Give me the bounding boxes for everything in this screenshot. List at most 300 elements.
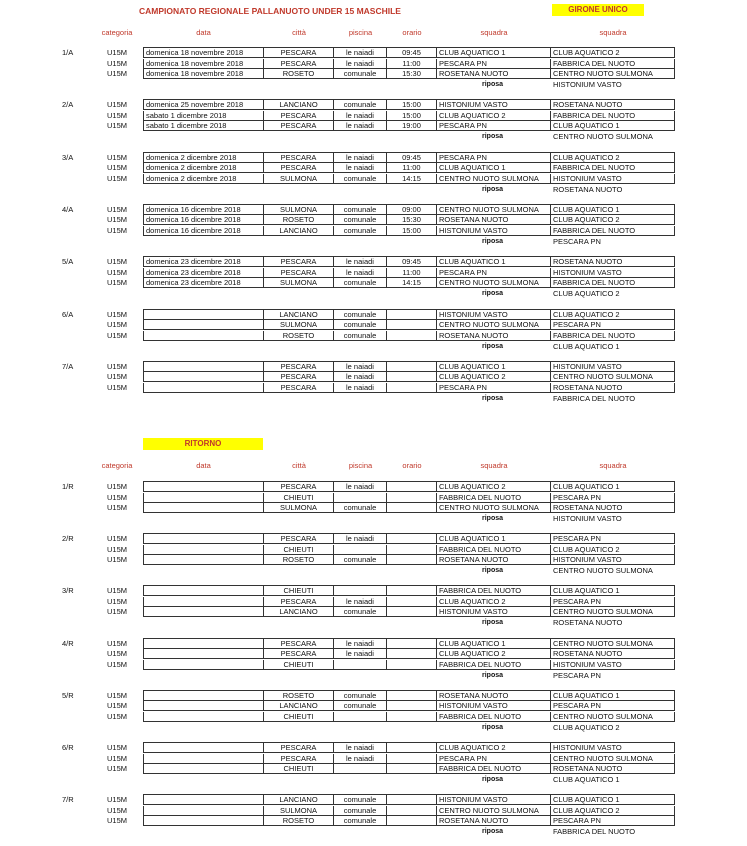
- riposa-team: PESCARA PN: [553, 670, 601, 680]
- match-row: [0, 268, 747, 278]
- away-team-cell: HISTONIUM VASTO: [551, 743, 675, 753]
- time-cell: [387, 545, 437, 555]
- match-row: [0, 649, 747, 659]
- riposa-label: riposa: [482, 776, 504, 783]
- city-cell: PESCARA: [264, 59, 334, 69]
- date-cell: [143, 649, 264, 659]
- category-cell: U15M: [106, 555, 127, 565]
- pool-cell: comunale: [334, 310, 387, 320]
- pool-cell: [334, 712, 387, 722]
- away-team-cell: ROSETANA NUOTO: [551, 764, 675, 774]
- pool-cell: [334, 586, 387, 596]
- city-cell: PESCARA: [264, 362, 334, 372]
- date-cell: [143, 383, 264, 393]
- pool-cell: comunale: [334, 174, 387, 184]
- time-cell: [387, 639, 437, 649]
- match-row: [0, 362, 747, 372]
- away-team-cell: CENTRO NUOTO SULMONA: [551, 607, 675, 617]
- riposa-label: riposa: [482, 290, 504, 298]
- match-row: [0, 764, 747, 774]
- city-cell: PESCARA: [264, 597, 334, 607]
- date-cell: domenica 2 dicembre 2018: [143, 163, 264, 173]
- city-cell: PESCARA: [264, 482, 334, 492]
- city-cell: ROSETO: [264, 816, 334, 826]
- category-cell: U15M: [106, 711, 127, 721]
- date-cell: domenica 2 dicembre 2018: [143, 153, 264, 163]
- away-team-cell: PESCARA PN: [551, 493, 675, 503]
- time-cell: 09:00: [387, 205, 437, 215]
- category-cell: U15M: [106, 805, 127, 815]
- header-orario: orario: [402, 28, 422, 37]
- city-cell: PESCARA: [264, 383, 334, 393]
- date-cell: [143, 764, 264, 774]
- category-cell: U15M: [106, 152, 127, 162]
- riposa-label: riposa: [482, 81, 504, 88]
- category-cell: U15M: [106, 309, 127, 319]
- pool-cell: comunale: [334, 701, 387, 711]
- away-team-cell: PESCARA PN: [551, 701, 675, 711]
- city-cell: LANCIANO: [264, 701, 334, 711]
- category-cell: U15M: [106, 110, 127, 120]
- pool-cell: le naiadi: [334, 534, 387, 544]
- riposa-team: CLUB AQUATICO 2: [553, 289, 620, 299]
- away-team-cell: FABBRICA DEL NUOTO: [551, 59, 675, 69]
- home-team-cell: CLUB AQUATICO 2: [437, 649, 551, 659]
- match-row: [0, 493, 747, 503]
- pool-cell: le naiadi: [334, 649, 387, 659]
- round-label: 6/A: [62, 309, 74, 319]
- time-cell: 11:00: [387, 163, 437, 173]
- time-cell: [387, 795, 437, 805]
- pool-cell: le naiadi: [334, 362, 387, 372]
- riposa-team: CLUB AQUATICO 1: [553, 341, 620, 351]
- pool-cell: comunale: [334, 226, 387, 236]
- away-team-cell: CLUB AQUATICO 1: [551, 691, 675, 701]
- category-cell: U15M: [106, 225, 127, 235]
- pool-cell: le naiadi: [334, 121, 387, 131]
- home-team-cell: HISTONIUM VASTO: [437, 310, 551, 320]
- home-team-cell: FABBRICA DEL NUOTO: [437, 586, 551, 596]
- home-team-cell: CLUB AQUATICO 2: [437, 372, 551, 382]
- city-cell: PESCARA: [264, 153, 334, 163]
- pool-cell: comunale: [334, 795, 387, 805]
- away-team-cell: FABBRICA DEL NUOTO: [551, 163, 675, 173]
- header-categoria: categoria: [101, 28, 133, 37]
- pool-cell: le naiadi: [334, 482, 387, 492]
- round-block: [0, 482, 747, 528]
- category-cell: U15M: [106, 544, 127, 554]
- category-cell: U15M: [106, 58, 127, 68]
- round-block: [0, 795, 747, 841]
- home-team-cell: HISTONIUM VASTO: [437, 701, 551, 711]
- time-cell: [387, 372, 437, 382]
- match-row: [0, 660, 747, 670]
- time-cell: [387, 331, 437, 341]
- header-squadra-2: squadra: [599, 28, 627, 37]
- time-cell: 14:15: [387, 174, 437, 184]
- date-cell: domenica 25 novembre 2018: [143, 100, 264, 110]
- category-cell: U15M: [106, 743, 127, 752]
- match-row: [0, 503, 747, 513]
- match-row: [0, 205, 747, 215]
- away-team-cell: HISTONIUM VASTO: [551, 362, 675, 372]
- match-row: [0, 174, 747, 184]
- city-cell: ROSETO: [264, 555, 334, 565]
- round-block: [0, 257, 747, 303]
- city-cell: SULMONA: [264, 806, 334, 816]
- match-row: [0, 586, 747, 596]
- away-team-cell: HISTONIUM VASTO: [551, 174, 675, 184]
- category-cell: U15M: [106, 638, 127, 648]
- round-label: 2/A: [62, 100, 74, 110]
- home-team-cell: PESCARA PN: [437, 121, 551, 131]
- time-cell: [387, 607, 437, 617]
- date-cell: [143, 545, 264, 555]
- city-cell: SULMONA: [264, 503, 334, 513]
- city-cell: LANCIANO: [264, 100, 334, 110]
- home-team-cell: HISTONIUM VASTO: [437, 226, 551, 236]
- page-title: CAMPIONATO REGIONALE PALLANUOTO UNDER 15 MASCHILE: [139, 6, 401, 16]
- time-cell: 15:30: [387, 215, 437, 225]
- round-label: 1/R: [62, 482, 74, 491]
- category-cell: U15M: [106, 649, 127, 659]
- away-team-cell: CENTRO NUOTO SULMONA: [551, 639, 675, 649]
- home-team-cell: FABBRICA DEL NUOTO: [437, 545, 551, 555]
- pool-cell: comunale: [334, 816, 387, 826]
- header-orario: orario: [402, 461, 422, 470]
- riposa-team: CLUB AQUATICO 2: [553, 722, 620, 732]
- header-citta: città: [292, 28, 306, 37]
- city-cell: PESCARA: [264, 48, 334, 58]
- date-cell: [143, 482, 264, 492]
- riposa-team: FABBRICA DEL NUOTO: [553, 827, 636, 837]
- city-cell: ROSETO: [264, 69, 334, 79]
- category-cell: U15M: [106, 257, 127, 267]
- home-team-cell: CENTRO NUOTO SULMONA: [437, 503, 551, 513]
- match-row: [0, 482, 747, 492]
- city-cell: PESCARA: [264, 649, 334, 659]
- riposa-team: HISTONIUM VASTO: [553, 80, 622, 89]
- date-cell: [143, 493, 264, 503]
- header-piscina: piscina: [348, 461, 373, 470]
- away-team-cell: PESCARA PN: [551, 534, 675, 544]
- match-row: [0, 310, 747, 320]
- city-cell: PESCARA: [264, 268, 334, 278]
- round-label: 3/R: [62, 586, 74, 596]
- home-team-cell: CENTRO NUOTO SULMONA: [437, 205, 551, 215]
- home-team-cell: FABBRICA DEL NUOTO: [437, 764, 551, 774]
- home-team-cell: CLUB AQUATICO 1: [437, 362, 551, 372]
- category-cell: U15M: [106, 492, 127, 502]
- match-row: [0, 795, 747, 805]
- home-team-cell: FABBRICA DEL NUOTO: [437, 712, 551, 722]
- city-cell: ROSETO: [264, 215, 334, 225]
- away-team-cell: CLUB AQUATICO 2: [551, 153, 675, 163]
- date-cell: domenica 18 novembre 2018: [143, 48, 264, 58]
- match-row: [0, 816, 747, 826]
- date-cell: [143, 310, 264, 320]
- pool-cell: comunale: [334, 100, 387, 110]
- category-cell: U15M: [106, 607, 127, 617]
- home-team-cell: ROSETANA NUOTO: [437, 691, 551, 701]
- away-team-cell: CLUB AQUATICO 2: [551, 48, 675, 58]
- match-row: [0, 215, 747, 225]
- pool-cell: le naiadi: [334, 111, 387, 121]
- match-row: [0, 163, 747, 173]
- date-cell: domenica 16 dicembre 2018: [143, 215, 264, 225]
- time-cell: [387, 691, 437, 701]
- match-row: [0, 545, 747, 555]
- away-team-cell: CLUB AQUATICO 2: [551, 806, 675, 816]
- pool-cell: le naiadi: [334, 754, 387, 764]
- away-team-cell: CLUB AQUATICO 1: [551, 121, 675, 131]
- pool-cell: comunale: [334, 806, 387, 816]
- round-label: 6/R: [62, 743, 74, 752]
- home-team-cell: FABBRICA DEL NUOTO: [437, 493, 551, 503]
- category-cell: U15M: [106, 121, 127, 131]
- date-cell: domenica 23 dicembre 2018: [143, 278, 264, 288]
- category-cell: U15M: [106, 330, 127, 340]
- home-team-cell: CENTRO NUOTO SULMONA: [437, 320, 551, 330]
- home-team-cell: ROSETANA NUOTO: [437, 215, 551, 225]
- away-team-cell: PESCARA PN: [551, 320, 675, 330]
- pool-cell: [334, 545, 387, 555]
- category-cell: U15M: [106, 320, 127, 329]
- riposa-label: riposa: [482, 671, 504, 679]
- riposa-label: riposa: [482, 185, 504, 193]
- pool-cell: comunale: [334, 278, 387, 288]
- match-row: [0, 331, 747, 341]
- date-cell: [143, 586, 264, 596]
- city-cell: SULMONA: [264, 320, 334, 330]
- match-row: [0, 100, 747, 110]
- date-cell: [143, 691, 264, 701]
- round-block: [0, 153, 747, 199]
- round-label: 5/A: [62, 257, 74, 267]
- date-cell: domenica 23 dicembre 2018: [143, 268, 264, 278]
- away-team-cell: FABBRICA DEL NUOTO: [551, 111, 675, 121]
- pool-cell: le naiadi: [334, 383, 387, 393]
- away-team-cell: ROSETANA NUOTO: [551, 383, 675, 393]
- date-cell: [143, 555, 264, 565]
- time-cell: [387, 712, 437, 722]
- away-team-cell: CLUB AQUATICO 1: [551, 586, 675, 596]
- date-cell: domenica 18 novembre 2018: [143, 59, 264, 69]
- home-team-cell: PESCARA PN: [437, 754, 551, 764]
- match-row: [0, 806, 747, 816]
- home-team-cell: FABBRICA DEL NUOTO: [437, 660, 551, 670]
- city-cell: PESCARA: [264, 743, 334, 753]
- match-row: [0, 555, 747, 565]
- match-row: [0, 607, 747, 617]
- time-cell: 14:15: [387, 278, 437, 288]
- header-squadra-1: squadra: [480, 28, 508, 37]
- city-cell: LANCIANO: [264, 226, 334, 236]
- time-cell: 11:00: [387, 59, 437, 69]
- riposa-label: riposa: [482, 828, 504, 836]
- riposa-label: riposa: [482, 619, 504, 627]
- time-cell: [387, 310, 437, 320]
- match-row: [0, 701, 747, 711]
- home-team-cell: CENTRO NUOTO SULMONA: [437, 806, 551, 816]
- category-cell: U15M: [106, 267, 127, 277]
- pool-cell: le naiadi: [334, 597, 387, 607]
- date-cell: domenica 16 dicembre 2018: [143, 226, 264, 236]
- away-team-cell: CLUB AQUATICO 1: [551, 482, 675, 492]
- home-team-cell: CENTRO NUOTO SULMONA: [437, 174, 551, 184]
- riposa-team: ROSETANA NUOTO: [553, 184, 623, 194]
- category-cell: U15M: [106, 69, 127, 78]
- city-cell: PESCARA: [264, 372, 334, 382]
- city-cell: CHIEUTI: [264, 660, 334, 670]
- date-cell: [143, 806, 264, 816]
- away-team-cell: CLUB AQUATICO 1: [551, 795, 675, 805]
- away-team-cell: ROSETANA NUOTO: [551, 100, 675, 110]
- city-cell: LANCIANO: [264, 607, 334, 617]
- riposa-team: HISTONIUM VASTO: [553, 514, 622, 523]
- away-team-cell: CLUB AQUATICO 1: [551, 205, 675, 215]
- away-team-cell: CENTRO NUOTO SULMONA: [551, 69, 675, 79]
- category-cell: U15M: [106, 659, 127, 669]
- girone-badge: GIRONE UNICO: [552, 4, 644, 16]
- riposa-team: ROSETANA NUOTO: [553, 618, 623, 628]
- match-row: [0, 278, 747, 288]
- round-block: [0, 100, 747, 146]
- riposa-team: CENTRO NUOTO SULMONA: [553, 132, 653, 142]
- match-row: [0, 121, 747, 131]
- category-cell: U15M: [106, 482, 127, 491]
- category-cell: U15M: [106, 361, 127, 371]
- time-cell: [387, 482, 437, 492]
- home-team-cell: HISTONIUM VASTO: [437, 795, 551, 805]
- category-cell: U15M: [106, 753, 127, 763]
- category-cell: U15M: [106, 372, 127, 382]
- city-cell: PESCARA: [264, 754, 334, 764]
- away-team-cell: HISTONIUM VASTO: [551, 268, 675, 278]
- city-cell: SULMONA: [264, 174, 334, 184]
- date-cell: [143, 597, 264, 607]
- category-cell: U15M: [106, 596, 127, 606]
- away-team-cell: FABBRICA DEL NUOTO: [551, 226, 675, 236]
- category-cell: U15M: [106, 534, 127, 544]
- away-team-cell: CENTRO NUOTO SULMONA: [551, 712, 675, 722]
- round-block: [0, 743, 747, 789]
- riposa-label: riposa: [482, 133, 504, 141]
- pool-cell: comunale: [334, 691, 387, 701]
- date-cell: [143, 331, 264, 341]
- pool-cell: [334, 660, 387, 670]
- category-cell: U15M: [106, 163, 127, 173]
- time-cell: 15:30: [387, 69, 437, 79]
- riposa-label: riposa: [482, 515, 504, 522]
- city-cell: LANCIANO: [264, 795, 334, 805]
- riposa-label: riposa: [482, 237, 504, 245]
- time-cell: 09:45: [387, 257, 437, 267]
- away-team-cell: ROSETANA NUOTO: [551, 257, 675, 267]
- time-cell: [387, 503, 437, 513]
- date-cell: sabato 1 dicembre 2018: [143, 121, 264, 131]
- home-team-cell: ROSETANA NUOTO: [437, 555, 551, 565]
- home-team-cell: CLUB AQUATICO 1: [437, 163, 551, 173]
- pool-cell: comunale: [334, 69, 387, 79]
- home-team-cell: ROSETANA NUOTO: [437, 331, 551, 341]
- time-cell: [387, 534, 437, 544]
- away-team-cell: CLUB AQUATICO 2: [551, 310, 675, 320]
- away-team-cell: FABBRICA DEL NUOTO: [551, 331, 675, 341]
- riposa-team: PESCARA PN: [553, 236, 601, 246]
- city-cell: CHIEUTI: [264, 493, 334, 503]
- away-team-cell: CLUB AQUATICO 2: [551, 215, 675, 225]
- round-block: [0, 586, 747, 632]
- riposa-label: riposa: [482, 394, 504, 402]
- category-cell: U15M: [106, 503, 127, 512]
- round-label: 7/R: [62, 795, 74, 805]
- time-cell: [387, 362, 437, 372]
- ritorno-badge: RITORNO: [143, 438, 263, 450]
- city-cell: CHIEUTI: [264, 545, 334, 555]
- match-row: [0, 111, 747, 121]
- match-row: [0, 226, 747, 236]
- match-row: [0, 534, 747, 544]
- pool-cell: comunale: [334, 215, 387, 225]
- time-cell: [387, 649, 437, 659]
- city-cell: PESCARA: [264, 257, 334, 267]
- time-cell: 15:00: [387, 111, 437, 121]
- header-categoria: categoria: [101, 461, 133, 470]
- away-team-cell: ROSETANA NUOTO: [551, 649, 675, 659]
- pool-cell: comunale: [334, 331, 387, 341]
- match-row: [0, 383, 747, 393]
- city-cell: LANCIANO: [264, 310, 334, 320]
- pool-cell: comunale: [334, 555, 387, 565]
- home-team-cell: PESCARA PN: [437, 153, 551, 163]
- away-team-cell: PESCARA PN: [551, 597, 675, 607]
- time-cell: [387, 660, 437, 670]
- away-team-cell: CLUB AQUATICO 2: [551, 545, 675, 555]
- header-piscina: piscina: [348, 28, 373, 37]
- pool-cell: le naiadi: [334, 257, 387, 267]
- home-team-cell: PESCARA PN: [437, 59, 551, 69]
- home-team-cell: ROSETANA NUOTO: [437, 69, 551, 79]
- riposa-label: riposa: [482, 723, 504, 731]
- city-cell: SULMONA: [264, 278, 334, 288]
- away-team-cell: ROSETANA NUOTO: [551, 503, 675, 513]
- home-team-cell: CLUB AQUATICO 1: [437, 534, 551, 544]
- category-cell: U15M: [106, 215, 127, 225]
- pool-cell: le naiadi: [334, 743, 387, 753]
- category-cell: U15M: [106, 204, 127, 214]
- date-cell: [143, 607, 264, 617]
- city-cell: CHIEUTI: [264, 586, 334, 596]
- match-row: [0, 743, 747, 753]
- time-cell: [387, 555, 437, 565]
- home-team-cell: CLUB AQUATICO 1: [437, 639, 551, 649]
- away-team-cell: CENTRO NUOTO SULMONA: [551, 754, 675, 764]
- away-team-cell: HISTONIUM VASTO: [551, 660, 675, 670]
- city-cell: ROSETO: [264, 331, 334, 341]
- pool-cell: [334, 493, 387, 503]
- home-team-cell: ROSETANA NUOTO: [437, 816, 551, 826]
- category-cell: U15M: [106, 48, 127, 57]
- riposa-label: riposa: [482, 567, 504, 575]
- home-team-cell: CLUB AQUATICO 2: [437, 743, 551, 753]
- category-cell: U15M: [106, 586, 127, 596]
- header-citta: città: [292, 461, 306, 470]
- round-label: 1/A: [62, 48, 74, 57]
- pool-cell: le naiadi: [334, 153, 387, 163]
- time-cell: [387, 597, 437, 607]
- home-team-cell: CLUB AQUATICO 1: [437, 48, 551, 58]
